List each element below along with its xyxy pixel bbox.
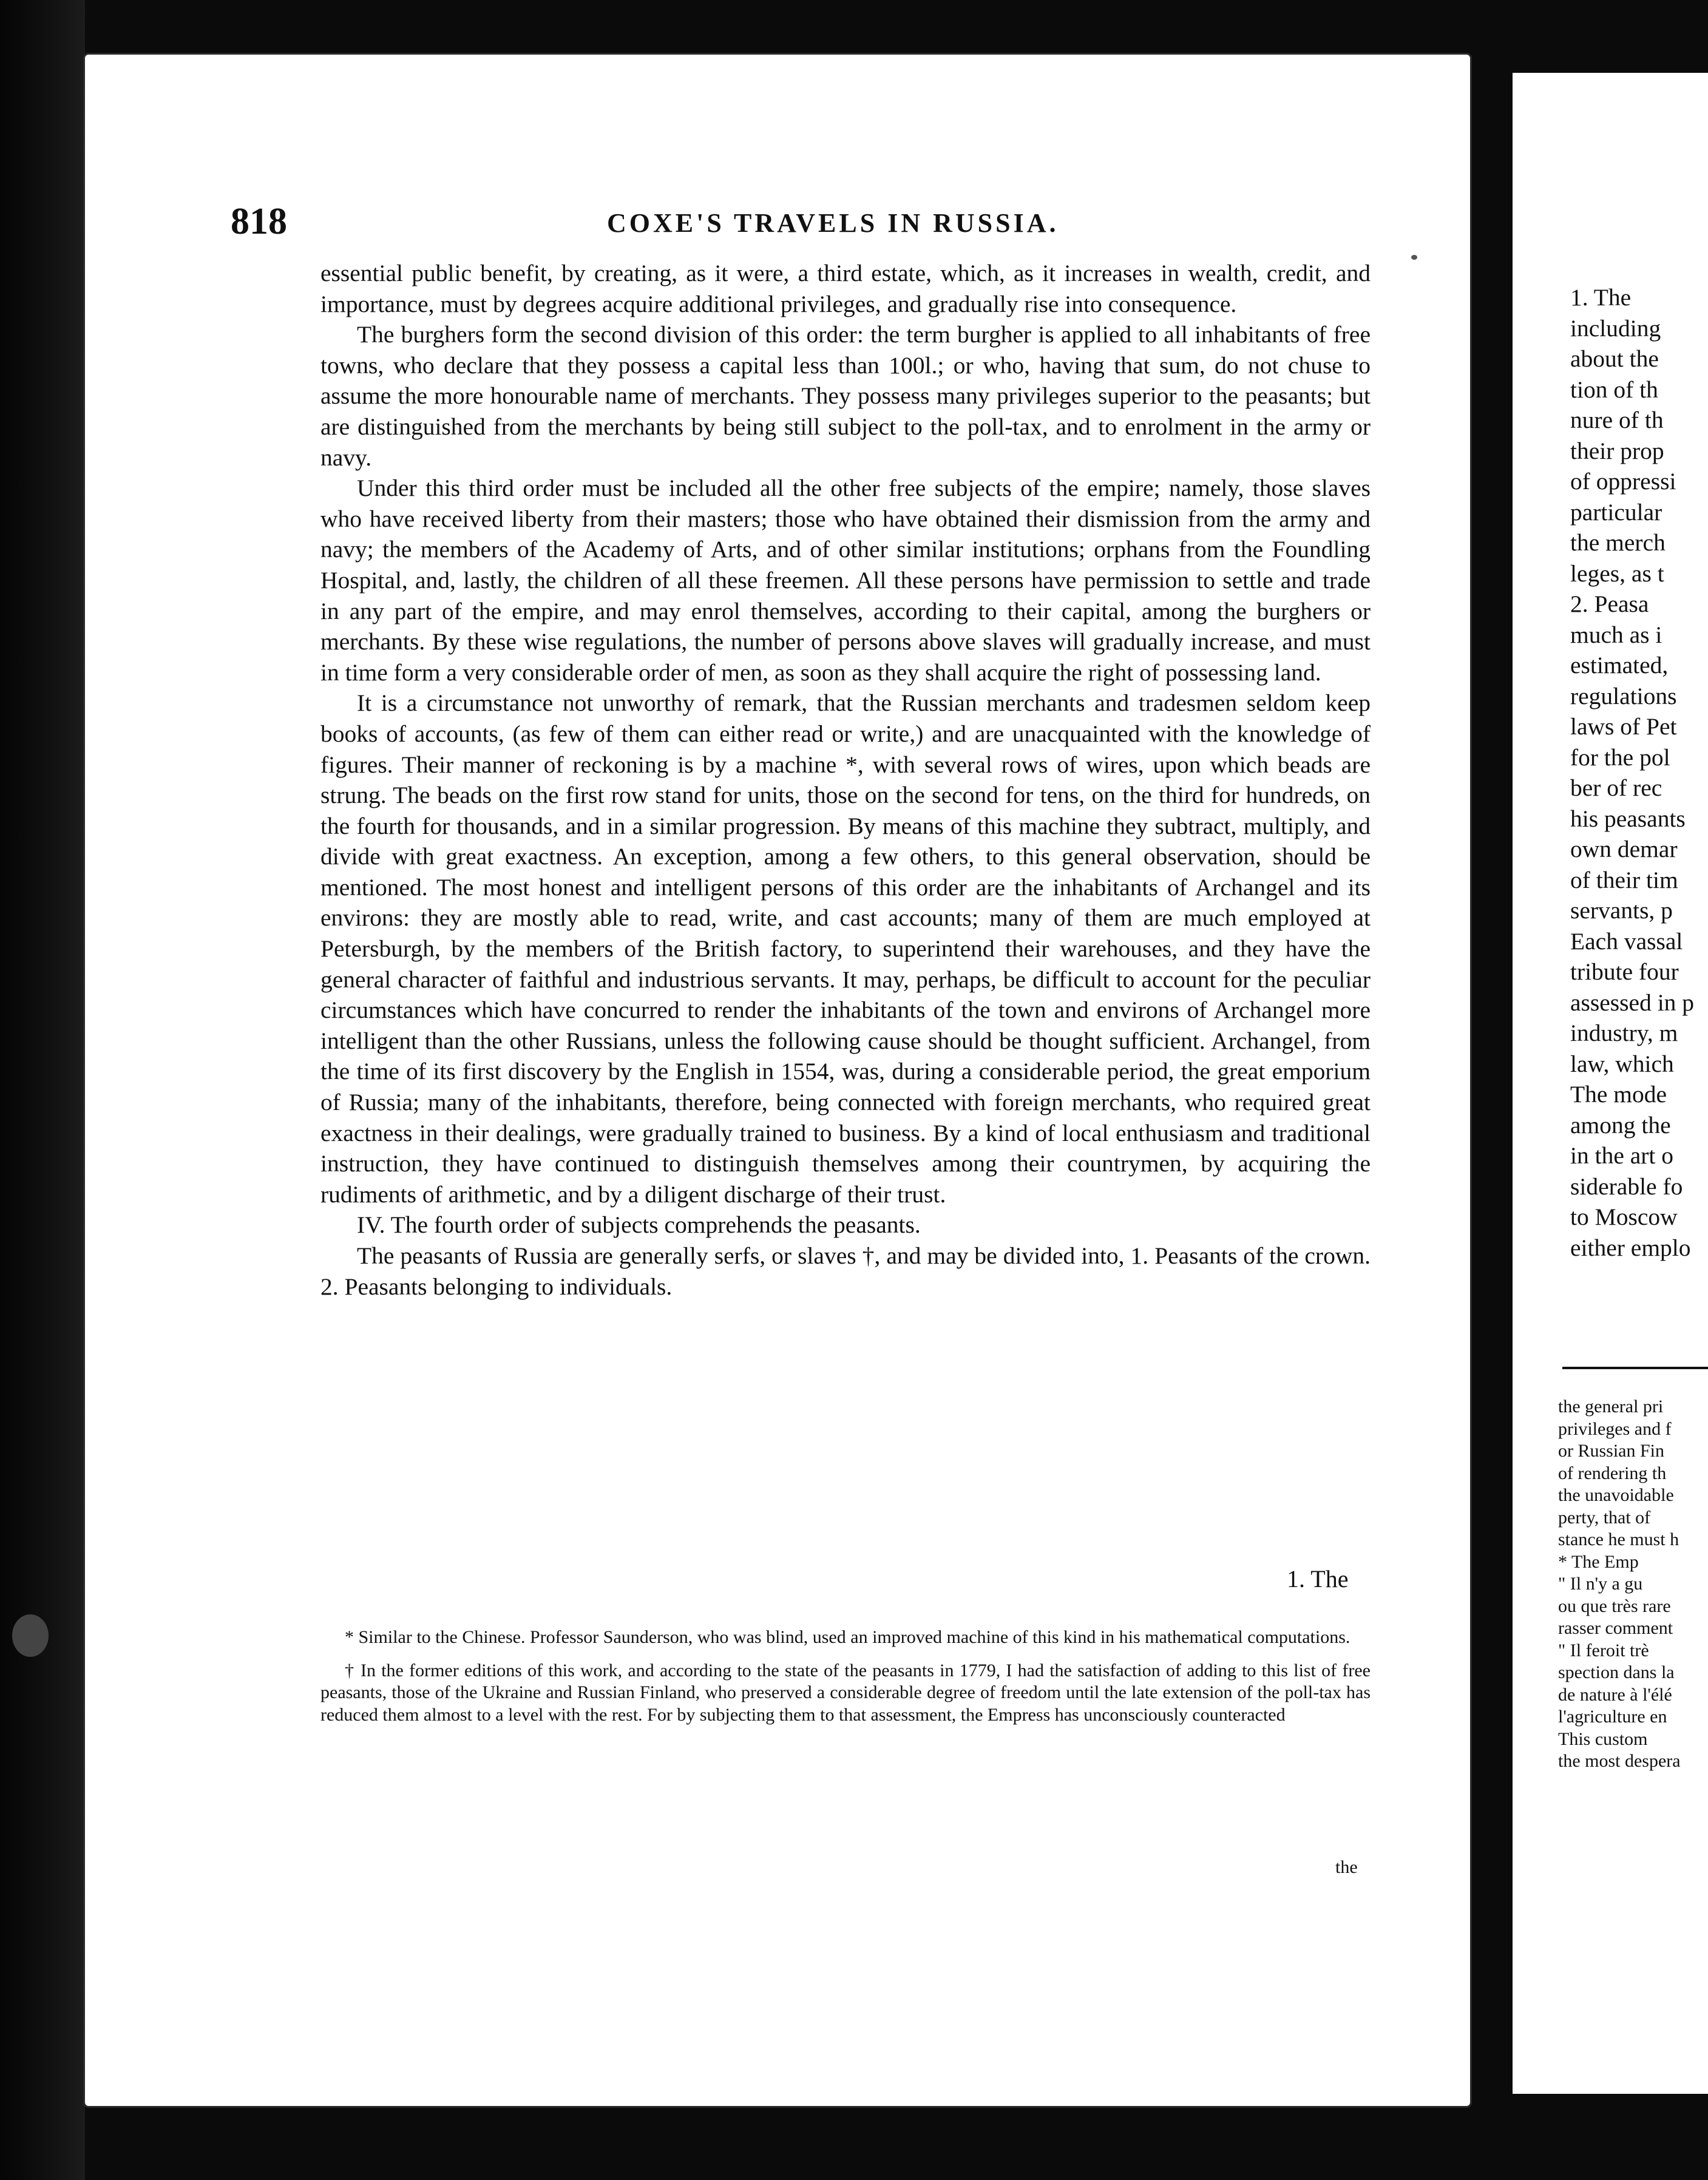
right-line: laws of Pet [1570, 713, 1677, 740]
paragraph-peasants: The peasants of Russia are generally serfs, or slaves †, and may be divided into, 1. Peasants of the crown. 2. Peasants belonging to individuals. [320, 1242, 1371, 1300]
right-line: siderable fo [1570, 1173, 1683, 1200]
running-title: COXE'S TRAVELS IN RUSSIA. [607, 208, 1059, 238]
paragraph-merchants-reckoning: It is a circumstance not unworthy of remark, that the Russian merchants and tradesmen seldom keep books of accounts, (as few of them can either read or write,) and are unacquainted with the knowledge of figures. Their manner of reckoning is by a machine *, with several rows of wires, upon which beads are strung. The beads on the first row stand for units, those on the second for tens, on the third for hundreds, on the fourth for thousands, and in a similar progression. By means of this machine they subtract, multiply, and divide with great exactness. An exception, among a few others, to this general observation, should be mentioned. The most honest and intelligent persons of this order are the inhabitants of Archangel and its environs: they are mostly able to read, write, and cast accounts; many of them are much employed at Petersburgh, by the members of the British factory, to superintend their warehouses, and they have the general character of faithful and industrious servants. It may, perhaps, be difficult to account for the peculiar circumstances which have concurred to render the inhabitants of the town and environs of Archangel more intelligent than the other Russians, unless the following cause should be thought sufficient. Archangel, from the time of its first discovery by the English in 1554, was, during a considerable period, the great emporium of Russia; many of the inhabitants, therefore, being connected with foreign merchants, who required great exactness in their dealings, were gradually trained to business. By a kind of local enthusiasm and traditional instruction, they have continued to distinguish themselves among their countrymen, by acquiring the rudiments of arithmetic, and by a diligent discharge of their trust. [320, 689, 1371, 1208]
right-line: of their tim [1570, 866, 1678, 893]
right-note-line: or Russian Fin [1558, 1441, 1665, 1461]
footnote-dagger: † In the former editions of this work, and according to the state of the peasants in 1779, I had the satisfaction of adding to this list of free peasants, those of the Ukraine and Russian Finland, who preserved a considerable degree of freedom until the late extension of the poll-tax has reduced them almost to a level with the rest. For by subjecting them to that assessment, the Empress has unconsciously counteracted [320, 1660, 1371, 1725]
right-line: 2. Peasa [1570, 591, 1649, 617]
right-note-line: stance he must h [1558, 1529, 1679, 1549]
right-line: law, which [1570, 1050, 1674, 1077]
print-speck [1411, 255, 1417, 260]
right-note-line: privileges and f [1558, 1418, 1672, 1439]
right-line: either emplo [1570, 1234, 1691, 1261]
paragraph-fourth-order: IV. The fourth order of subjects comprehends the peasants. [357, 1211, 921, 1239]
right-note-line: the unavoidable [1558, 1485, 1674, 1505]
right-note-line: * The Emp [1558, 1551, 1639, 1572]
right-page-text [1570, 282, 1708, 1263]
right-line: own demar [1570, 836, 1678, 862]
right-line: his peasants [1570, 805, 1686, 832]
page-header [231, 200, 1372, 249]
body-text [320, 258, 1371, 1302]
right-line: Each vassal [1570, 927, 1683, 955]
right-line: ber of rec [1570, 774, 1662, 801]
right-page [1513, 73, 1708, 2094]
footnote-asterisk: * Similar to the Chinese. Professor Saunderson, who was blind, used an improved machine of this kind in his mathematical computations. [345, 1627, 1350, 1647]
right-note-line: This custom [1558, 1728, 1648, 1749]
right-note-line: de nature à l'élé [1558, 1684, 1672, 1705]
paragraph-free-subjects: Under this third order must be included all the other free subjects of the empire; namely, those slaves who have received liberty from their masters; those who have obtained their dismission from the army and navy; the members of the Academy of Arts, and of other similar institutions; orphans from the Foundling Hospital, and, lastly, the children of all these freemen. All these persons have permission to settle and trade in any part of the empire, and may enrol themselves, according to their capital, among the burghers or merchants. By these wise regulations, the number of persons above slaves will gradually increase, and must in time form a very considerable order of men, as soon as they shall acquire the right of possessing land. [320, 475, 1371, 686]
right-line: about the [1570, 345, 1659, 372]
right-page-footnotes [1558, 1396, 1708, 1773]
right-line: estimated, [1570, 652, 1669, 679]
footnotes [320, 1627, 1371, 1737]
right-line: among the [1570, 1111, 1671, 1139]
right-note-line: " Il n'y a gu [1558, 1574, 1643, 1594]
right-line: tion of th [1570, 376, 1658, 403]
footnote-rule [1562, 1367, 1708, 1369]
page-number: 818 [231, 201, 287, 242]
right-line: nure of th [1570, 407, 1664, 433]
footnote-catchword: the [1335, 1857, 1358, 1877]
catchword: 1. The [1287, 1565, 1349, 1593]
right-line: leges, as t [1570, 560, 1664, 587]
right-note-line: rasser comment [1558, 1618, 1673, 1638]
right-line: 1. The [1570, 284, 1632, 311]
right-line: regulations [1570, 682, 1677, 709]
right-line: to Moscow [1570, 1203, 1678, 1230]
right-line: for the pol [1570, 743, 1670, 771]
right-line: their prop [1570, 437, 1664, 464]
right-note-line: perty, that of [1558, 1507, 1651, 1528]
scan-edge [0, 0, 85, 2180]
right-line: particular [1570, 498, 1662, 526]
paragraph-continuation: essential public benefit, by creating, as it were, a third estate, which, as it increases in wealth, credit, and importance, must by degrees acquire additional privileges, and gradually rise into consequence. [320, 260, 1371, 317]
right-note-line: the most despera [1558, 1751, 1681, 1771]
right-line: including [1570, 314, 1661, 342]
right-line: of oppressi [1570, 468, 1676, 495]
right-note-line: of rendering th [1558, 1463, 1667, 1483]
right-note-line: l'agriculture en [1558, 1707, 1667, 1727]
right-line: tribute four [1570, 958, 1679, 985]
right-line: industry, m [1570, 1020, 1678, 1046]
right-note-line: the general pri [1558, 1396, 1664, 1417]
right-line: The mode [1570, 1081, 1667, 1108]
right-line: the merch [1570, 529, 1666, 556]
right-note-line: ou que très rare [1558, 1596, 1671, 1616]
print-speck [12, 1614, 49, 1657]
right-note-line: spection dans la [1558, 1662, 1675, 1682]
right-line: in the art o [1570, 1142, 1674, 1169]
right-line: assessed in p [1570, 989, 1695, 1016]
paragraph-burghers: The burghers form the second division of this order: the term burgher is applied to all inhabitants of free towns, who declare that they possess a capital less than 100l.; or who, having that sum, do not chuse to assume the more honourable name of merchants. They possess many privileges superior to the peasants; but are distinguished from the merchants by being still subject to the poll-tax, and to enrolment in the army or navy. [320, 321, 1371, 471]
right-line: much as i [1570, 621, 1662, 648]
right-note-line: " Il feroit trè [1558, 1640, 1649, 1660]
right-line: servants, p [1570, 897, 1673, 924]
